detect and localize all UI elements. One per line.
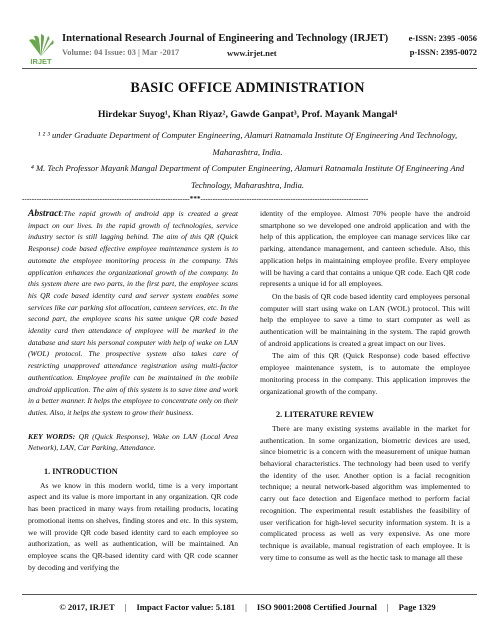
footer-page-number: Page 1329	[398, 602, 436, 612]
page-footer: © 2017, IRJET | Impact Factor value: 5.181 | ISO 9001:2008 Certified Journal | Page 1329	[59, 602, 436, 612]
literature-review-heading: 2. LITERATURE REVIEW	[276, 410, 374, 420]
intro-paragraph-continued: identity of the employee. Almost 70% people have the android smartphone so we developed one android application and with the help of this application, the employee can manage services like car parking, attendance management, and canteen schedule. Also, this application helps in maintaining employee profile. Every employee will be having a card that contains a unique QR code. Each QR code represents a unique id for all employees.	[260, 209, 470, 289]
section-separator: ---------------------------------------------------------------------***---------------------------------------------------------------------	[22, 195, 369, 203]
right-column	[260, 208, 470, 563]
p-issn: p-ISSN: 2395-0072	[409, 48, 477, 57]
journal-header	[22, 32, 477, 66]
intro-paragraph-2: On the basis of QR code based identity card employees personal computer will start using wake on LAN (WOL) protocol. This will help the employee to save a time to start computer as well as authentication will be maintaining in the system. The rapid growth of android applications is created a great impact on our lives.	[260, 291, 470, 348]
paper-title: BASIC OFFICE ADMINISTRATION	[130, 80, 365, 96]
leaf-fan-logo-icon	[24, 32, 58, 66]
footer-impact-factor: Impact Factor value: 5.181	[136, 602, 236, 612]
keywords	[28, 431, 238, 454]
introduction-heading: 1. INTRODUCTION	[44, 467, 118, 477]
literature-review-paragraph: There are many existing systems available in the market for authentication. In some organization, biometric devices are used, since biometric is a concern with the measurement of unique human behavioral characteristics. The technology had been used to verify the identity of the user. Another option is a facial recognition technique; a neural network-based algorithm was implemented to carry out face detection and Eigenface method to perform facial recognition. The experimental result establishes the feasibility of user verification for high-level security information system. It is a complicated process as well as very expensive. As one more technique is available, manual registration of each employee. It is very time to consume as well as the hectic task to manage all these	[260, 423, 470, 562]
intro-paragraph-3: The aim of this QR (Quick Response) code based effective employee maintenance system, is to automate the employee monitoring process in the company. This application improves the organizational growth of the company.	[260, 351, 470, 396]
paper-authors: Hirdekar Suyog¹, Khan Riyaz², Gawde Ganpat³, Prof. Mayank Mangal⁴	[97, 109, 398, 120]
header-divider	[22, 68, 477, 69]
abstract-label: Abstract	[28, 208, 62, 219]
journal-website: www.irjet.net	[227, 48, 277, 58]
abstract-text: :The rapid growth of android app is created a great impact on our lives. In the rapid growth of technologies, service industry sector is still lagging behind. The aim of this QR (Quick Response) code based effective employee maintenance system is to automate the employee monitoring process in the company. This application enhances the organizational growth of the company. In this system there are two parts, in the first part, the employee scans his QR code based identity card and server system enables some services like car parking slot allocation, canteen services, etc. In the second part, the employee scans his same unique QR code based identity card then attendance of employee will be marked in the database and start his personal computer with help of wake on LAN (WOL) protocol. The prospective system also takes care of restricting unapproved attendance registration using multi-factor authentication. Employee profile can be maintained in the mobile android application. The aim of this system is to save time and work in a better manner. It helps the employee to concentrate only on their duties. Also, it helps the system to grow their business.	[28, 209, 238, 417]
keywords-text: QR (Quick Response), Wake on LAN (Local Area Network), LAN, Car Parking, Attendance.	[28, 431, 238, 453]
footer-copyright: © 2017, IRJET	[59, 602, 115, 612]
footer-iso: ISO 9001:2008 Certified Journal	[256, 602, 377, 612]
abstract	[28, 208, 238, 419]
journal-title: International Research Journal of Engineering and Technology (IRJET)	[62, 33, 389, 44]
footer-divider	[22, 594, 477, 595]
introduction-paragraph: As we know in this modern world, time is a very important aspect and its value is more important in any organization. QR code has been practiced in many ways from retailing products, locating promotional items on shelves, finding stores and etc. In this system, we will provide QR code based identity card to each employee so authorization, as well as authentication, will be maintained. An employee scans the QR-based identity card with QR code scanner by decoding and verifying the	[28, 480, 238, 572]
volume-issue: Volume: 04 Issue: 03 | Mar -2017	[62, 48, 180, 57]
affiliation-1: ¹ ² ³ under Graduate Department of Computer Engineering, Alamuri Ratnamala Institute Of Engineering And Technology, Maharashtra, India.	[37, 130, 458, 157]
left-column	[28, 208, 238, 573]
e-issn: e-ISSN: 2395 -0056	[408, 34, 477, 43]
keywords-label: KEY WORDS:	[28, 431, 76, 441]
affiliation-2: ⁴ M. Tech Professor Mayank Mangal Department of Computer Engineering, Alamuri Ratnamala Institute Of Engineering And Technology, Maharashtra, India.	[30, 163, 465, 190]
logo-text: IRJET	[30, 57, 52, 66]
